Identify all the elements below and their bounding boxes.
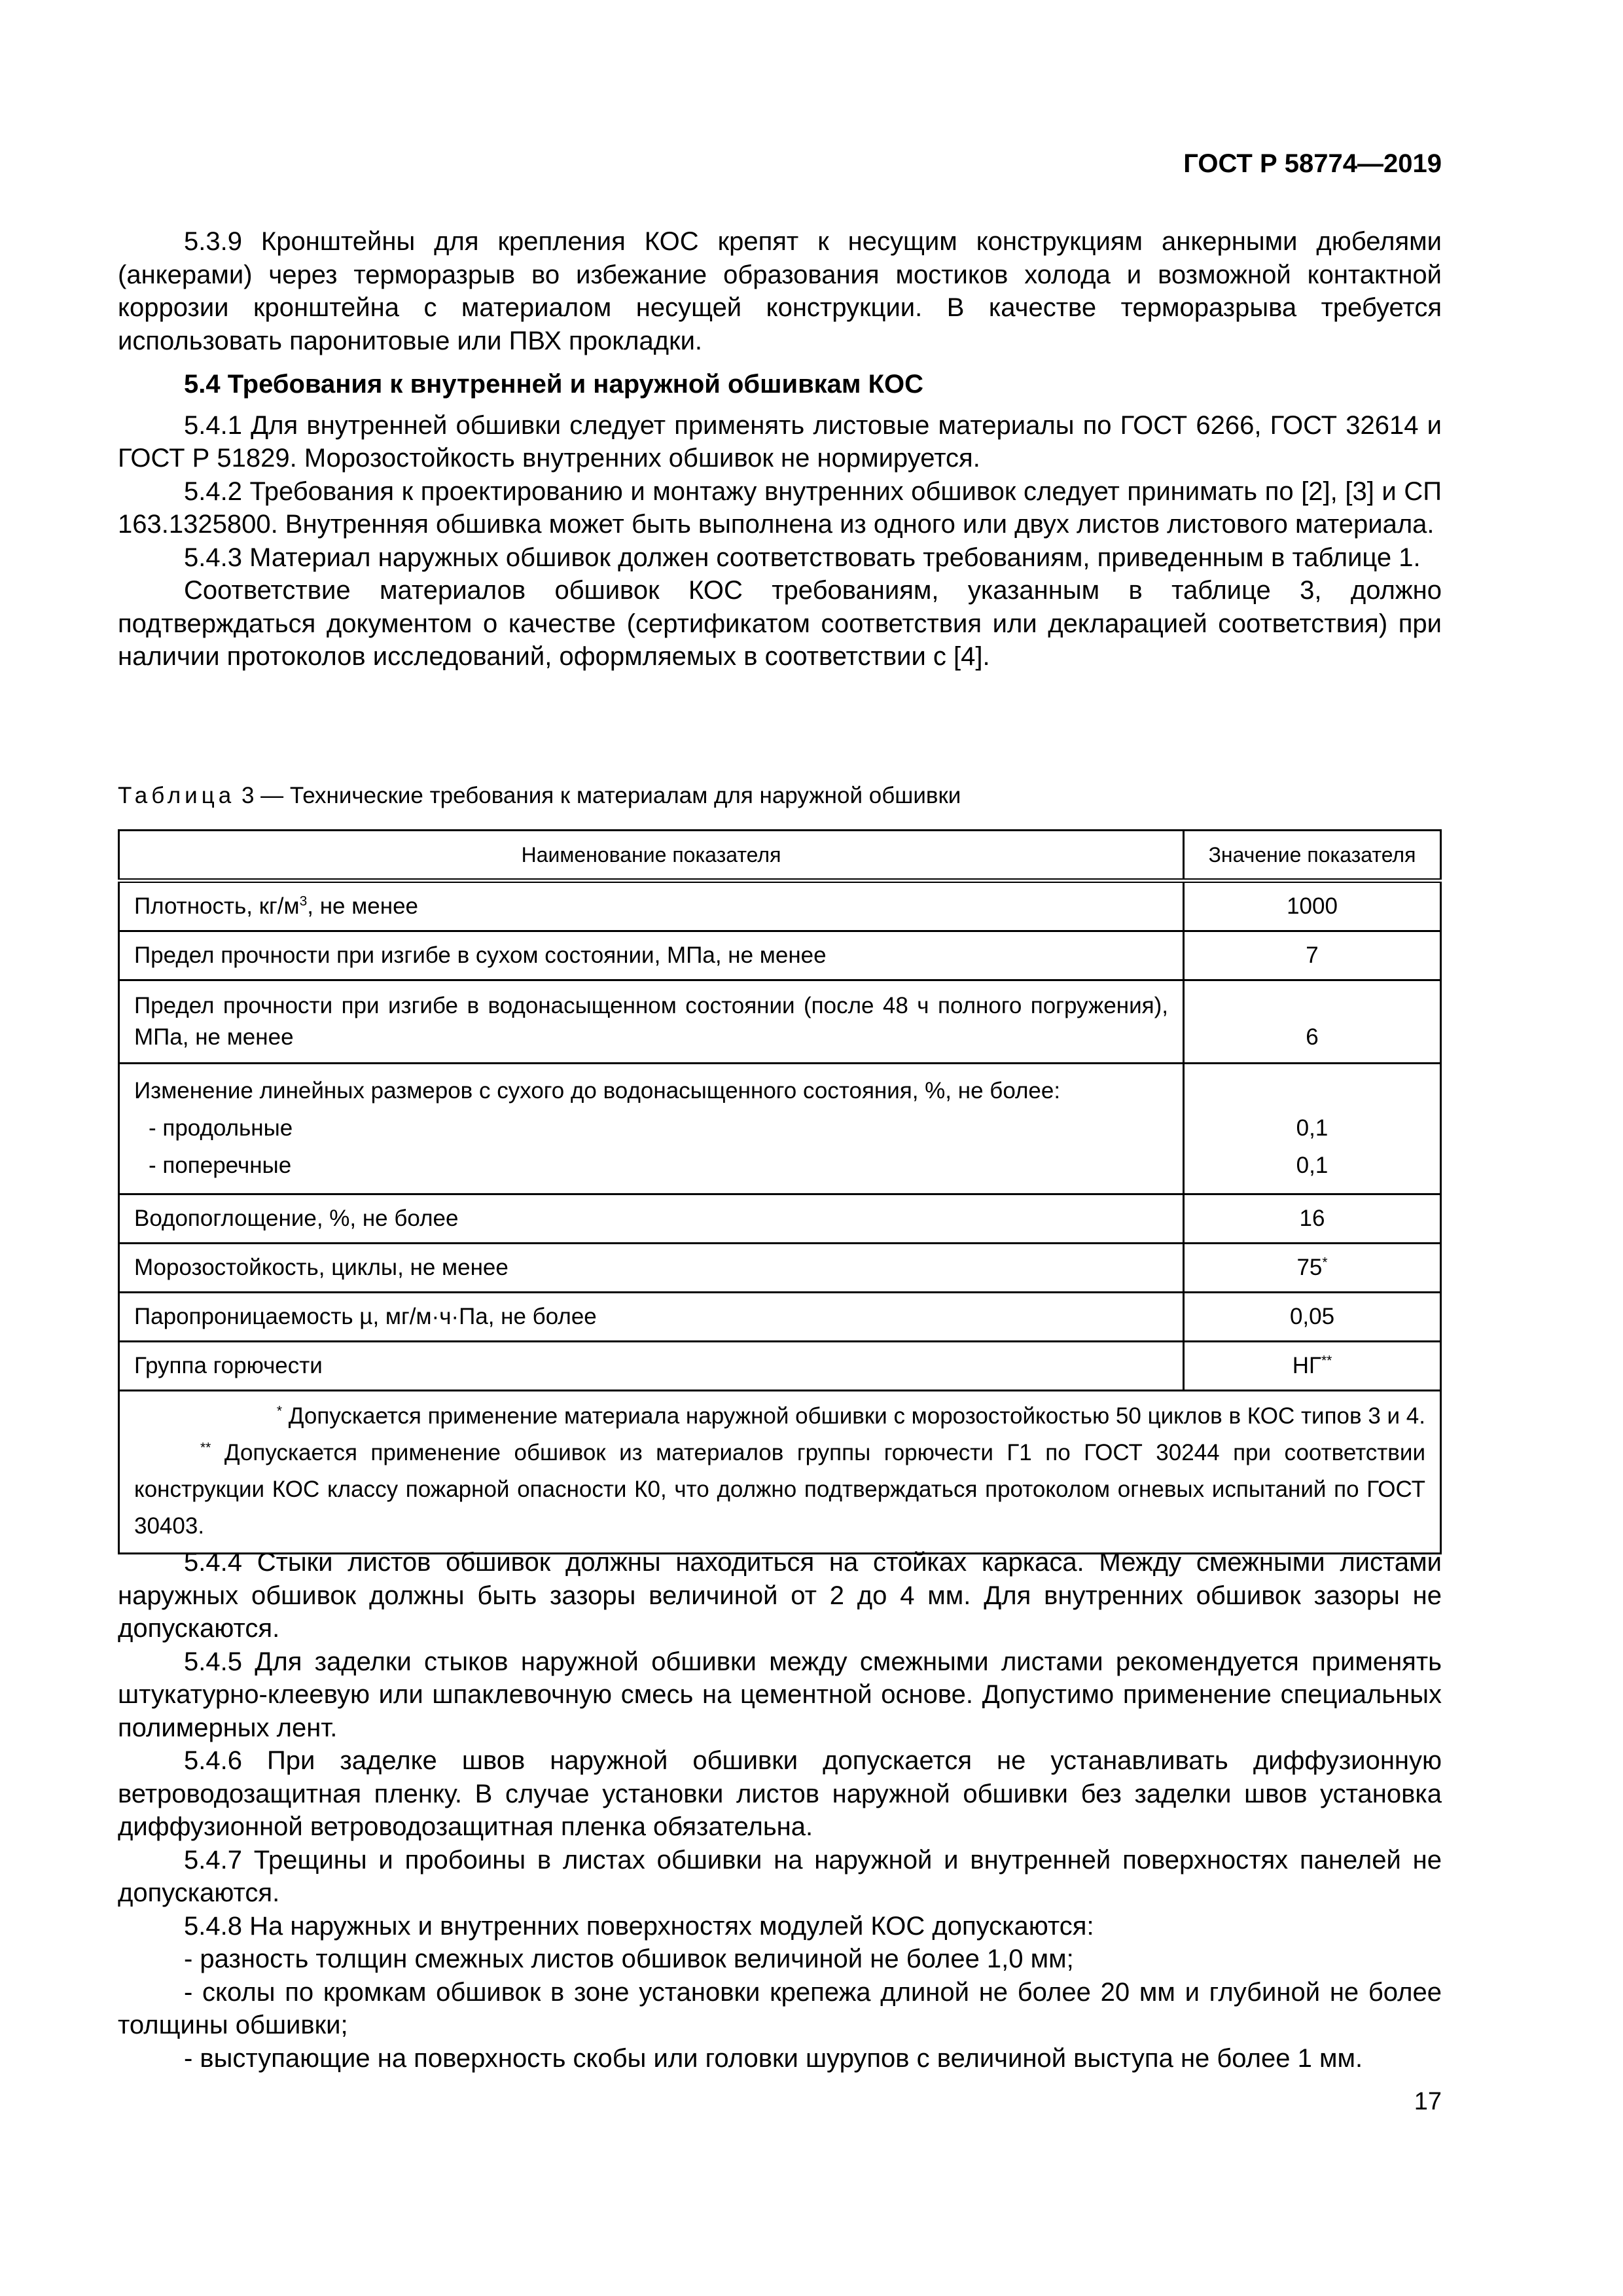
value-text: 75: [1296, 1255, 1323, 1280]
row-name: Морозостойкость, циклы, не менее: [119, 1244, 1184, 1293]
value-longitudinal: 0,1: [1296, 1115, 1329, 1141]
table-row: [119, 980, 1441, 1064]
paragraph-5-3-9: 5.3.9 Кронштейны для крепления КОС крепят к несущим конструкциям анкерными дюбелями (анкерами) через терморазрыв во избежание образования мостиков холода и возможной контактной коррозии кронштейна с материалом несущей конструкции. В качестве терморазрыва требуется использовать паронитовые или ПВХ прокладки.: [118, 227, 1442, 355]
row-name: Предел прочности при изгибе в водонасыщенном состоянии (после 48 ч полного погружения), МПа, не менее: [119, 980, 1184, 1064]
value-text: НГ: [1292, 1353, 1321, 1378]
footnote-mark: **: [200, 1440, 211, 1456]
table-header-row: [119, 831, 1441, 881]
superscript: 3: [299, 893, 308, 909]
footnote-text: Допускается применение обшивок из материалов группы горючести Г1 по ГОСТ 30244 при соответствии конструкции КОС классу пожарной опасности К0, что должно подтверждаться протоколом огневых испытаний по ГОСТ 30403.: [134, 1440, 1425, 1539]
table-row: [119, 931, 1441, 980]
row-value: [1184, 1342, 1441, 1391]
table-caption: [118, 783, 961, 809]
row-value: 16: [1184, 1194, 1441, 1244]
row-name-tail: , не менее: [307, 893, 419, 919]
paragraph-5-4-2: 5.4.2 Требования к проектированию и монтажу внутренних обшивок следует принимать по [2], [3] и СП 163.1325800. Внутренняя обшивка может быть выполнена из одного или двух листов листового материала.: [118, 476, 1442, 539]
row-name: Водопоглощение, %, не более: [119, 1194, 1184, 1244]
footnote-mark: *: [276, 1403, 283, 1419]
paragraph-5-4-3: 5.4.3 Материал наружных обшивок должен соответствовать требованиям, приведенным в таблице 1.: [184, 543, 1421, 572]
row-value: [1184, 1244, 1441, 1293]
list-item: - разность толщин смежных листов обшивок величиной не более 1,0 мм;: [184, 1945, 1074, 1973]
table-row: [119, 1342, 1441, 1391]
row-value: 0,05: [1184, 1293, 1441, 1342]
paragraph-5-4-7: 5.4.7 Трещины и пробоины в листах обшивки на наружной и внутренней поверхностях панелей не допускаются.: [118, 1845, 1442, 1907]
paragraph-conformity: Соответствие материалов обшивок КОС требованиям, указанным в таблице 3, должно подтверждаться документом о качестве (сертификатом соответствия или декларацией соответствия) при наличии протоколов исследований, оформляемых в соответствии с [4].: [118, 576, 1442, 671]
paragraph-5-4-8: 5.4.8 На наружных и внутренних поверхностях модулей КОС допускаются:: [184, 1911, 1094, 1941]
table-footnotes-row: [119, 1391, 1441, 1554]
footnote-1: [134, 1398, 1425, 1435]
table-row: [119, 881, 1441, 931]
paragraph-5-4-4: 5.4.4 Стыки листов обшивок должны находиться на стойках каркаса. Между смежными листами наружных обшивок должны быть зазоры величиной от 2 до 4 мм. Для внутренних обшивок зазоры не допускаются.: [118, 1548, 1442, 1643]
row-name: Паропроницаемость µ, мг/м·ч·Па, не более: [119, 1293, 1184, 1342]
footnote-text: Допускается применение материала наружной обшивки с морозостойкостью 50 циклов в КОС типов 3 и 4.: [288, 1403, 1425, 1429]
paragraph-5-4-6: 5.4.6 При заделке швов наружной обшивки допускается не устанавливать диффузионную ветроводозащитная пленку. В случае установки листов наружной обшивки без заделки швов установка диффузионной ветроводозащитная пленка обязательна.: [118, 1746, 1442, 1841]
caption-label: Таблица: [118, 783, 236, 808]
list-item: - сколы по кромкам обшивок в зоне установки крепежа длиной не более 20 мм и глубиной не более толщины обшивки;: [118, 1977, 1442, 2039]
list-item: - выступающие на поверхность скобы или головки шурупов с величиной выступа не более 1 мм.: [184, 2043, 1363, 2073]
paragraph-5-4-1: 5.4.1 Для внутренней обшивки следует применять листовые материалы по ГОСТ 6266, ГОСТ 32614 и ГОСТ Р 51829. Морозостойкость внутренних обшивок не нормируется.: [118, 410, 1442, 473]
row-name: Группа горючести: [119, 1342, 1184, 1391]
table-footnotes: [119, 1391, 1441, 1554]
paragraph-5-4-5: 5.4.5 Для заделки стыков наружной обшивки между смежными листами рекомендуется применять штукатурно-клеевую или шпаклевочную смесь на цементной основе. Допустимо применение специальных полимерных лент.: [118, 1647, 1442, 1742]
footnote-mark: *: [1322, 1255, 1328, 1270]
caption-text: 3 — Технические требования к материалам для наружной обшивки: [241, 783, 961, 808]
body-text-bottom: [118, 1546, 1442, 2075]
row-name-text: Плотность, кг/м: [134, 893, 300, 919]
row-value: 7: [1184, 931, 1441, 980]
value-transverse: 0,1: [1296, 1153, 1329, 1178]
row-value: [1184, 1064, 1441, 1194]
document-header: ГОСТ Р 58774—2019: [1183, 149, 1442, 178]
row-value: 6: [1184, 980, 1441, 1064]
requirements-table: [118, 829, 1442, 1554]
row-name: Предел прочности при изгибе в сухом состоянии, МПа, не менее: [119, 931, 1184, 980]
col-header-value: Значение показателя: [1184, 831, 1441, 881]
table-row: [119, 1244, 1441, 1293]
table-row: [119, 1194, 1441, 1244]
row-name: [119, 1064, 1184, 1194]
table-row: [119, 1293, 1441, 1342]
row-name-text: Изменение линейных размеров с сухого до водонасыщенного состояния, %, не более:: [134, 1078, 1061, 1103]
col-header-name: Наименование показателя: [119, 831, 1184, 881]
row-sub-longitudinal: - продольные: [149, 1115, 293, 1141]
row-value: 1000: [1184, 881, 1441, 931]
page-number: 17: [1414, 2088, 1442, 2115]
row-sub-transverse: - поперечные: [149, 1153, 292, 1178]
row-name: [119, 881, 1184, 931]
body-text-top: [118, 225, 1442, 673]
footnote-mark: **: [1321, 1353, 1332, 1369]
table-row: [119, 1064, 1441, 1194]
section-heading-5-4: 5.4 Требования к внутренней и наружной обшивкам КОС: [184, 370, 924, 399]
footnote-2: [134, 1435, 1425, 1545]
